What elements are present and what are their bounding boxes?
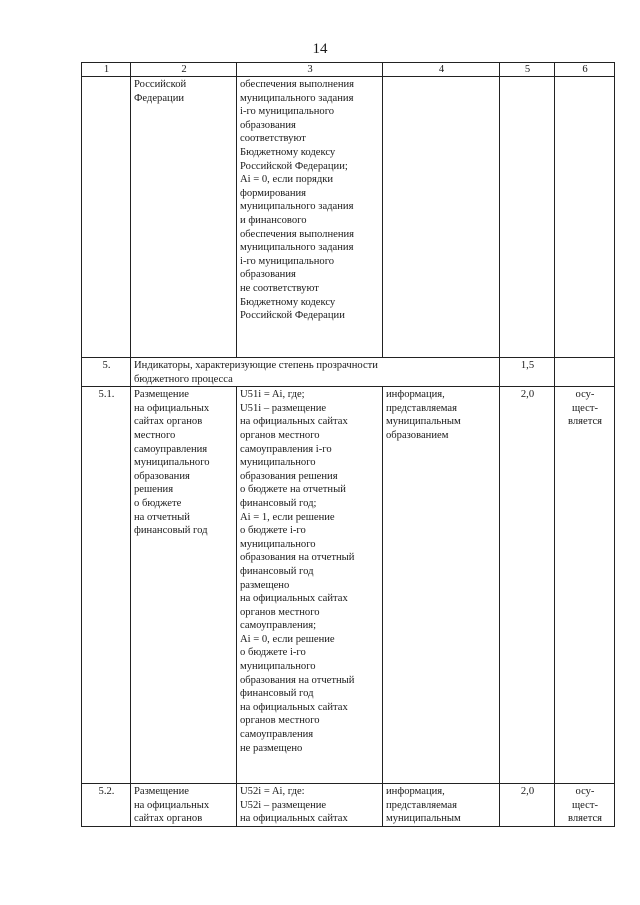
- cell-text-line: образования на отчетный: [240, 552, 355, 564]
- cell-text-line: обеспечения выполнения: [240, 79, 355, 90]
- cell-text-line: Российской Федерации;: [240, 160, 348, 172]
- cell-text-line: щест-: [572, 799, 598, 811]
- section-title-cell: [131, 358, 500, 387]
- source-cell: [383, 387, 500, 784]
- header-cell: 6: [555, 63, 615, 77]
- cell-text-line: о бюджете: [134, 497, 182, 509]
- header-cell: 2: [131, 63, 237, 77]
- cell-text-line: Размещение: [134, 389, 189, 401]
- table-row: [82, 358, 615, 387]
- weight-cell: 2,0: [500, 784, 555, 827]
- cell-text-line: Российской Федерации: [240, 310, 345, 322]
- cell-text-line: местного: [134, 429, 176, 441]
- cell-text-line: и финансового: [240, 214, 307, 226]
- cell-text-line: муниципального задания: [240, 92, 354, 104]
- header-cell: 4: [383, 63, 500, 77]
- indicator-name-cell: [131, 387, 237, 784]
- weight-cell: 1,5: [500, 358, 555, 387]
- cell-text-line: представляемая: [386, 799, 458, 811]
- cell-text-line: о бюджете i-го: [240, 647, 306, 659]
- cell-text-line: щест-: [572, 402, 598, 414]
- cell-text-line: муниципального: [240, 661, 316, 673]
- indicator-name-cell: [131, 77, 237, 358]
- cell-text-line: U51i = Ai, где;: [240, 389, 305, 401]
- cell-text-line: образования: [134, 470, 190, 482]
- cell-text-line: о бюджете i-го: [240, 525, 306, 537]
- cell-text-line: Бюджетному кодексу: [240, 296, 336, 308]
- cell-text-line: образования на отчетный: [240, 674, 355, 686]
- row-number-cell: 5.: [82, 358, 131, 387]
- cell-text-line: Российской: [134, 79, 187, 90]
- cell-text-line: вляется: [567, 813, 603, 825]
- cell-text-line: самоуправления;: [240, 620, 317, 632]
- cell-text-line: i-го муниципального: [240, 106, 335, 118]
- indicator-table: [81, 62, 615, 827]
- cell-text-line: на официальных сайтах: [240, 593, 348, 605]
- formula-cell: [237, 387, 383, 784]
- cell-text-line: о бюджете на отчетный: [240, 484, 346, 496]
- cell-text-line: формирования: [240, 187, 307, 199]
- formula-cell: [237, 77, 383, 358]
- cell-text-line: на официальных сайтах: [240, 813, 348, 825]
- cell-text-line: U51i – размещение: [240, 402, 327, 414]
- status-cell: [555, 784, 615, 827]
- cell-text-line: не соответствуют: [240, 282, 319, 294]
- cell-text-line: органов местного: [240, 429, 320, 441]
- cell-text-line: соответствуют: [240, 133, 306, 145]
- cell-text-line: вляется: [567, 416, 603, 428]
- cell-text-line: на отчетный: [134, 511, 190, 523]
- cell-text-line: i-го муниципального: [240, 255, 335, 267]
- cell-text-line: обеспечения выполнения: [240, 228, 355, 240]
- cell-text-line: Федерации: [134, 92, 185, 104]
- cell-text-line: финансовый год;: [240, 497, 317, 509]
- cell-text-line: на официальных сайтах: [240, 701, 348, 713]
- table-row: [82, 784, 615, 827]
- cell-text-line: Размещение: [134, 786, 189, 798]
- cell-text-line: осу-: [575, 389, 595, 401]
- status-cell: [555, 77, 615, 358]
- cell-text-line: самоуправления i-го: [240, 443, 332, 455]
- cell-text-line: муниципальным: [386, 416, 461, 428]
- cell-text-line: финансовый год: [240, 565, 314, 577]
- cell-text-line: Ai = 1, если решение: [240, 511, 335, 523]
- page-number: 14: [312, 41, 328, 57]
- cell-text-line: размещено: [240, 579, 290, 591]
- status-cell: [555, 387, 615, 784]
- table-row: [82, 77, 615, 358]
- cell-text-line: осу-: [575, 786, 595, 798]
- cell-text-line: образования: [240, 269, 296, 281]
- cell-text-line: U52i – размещение: [240, 799, 327, 811]
- formula-cell: [237, 784, 383, 827]
- header-cell: 1: [82, 63, 131, 77]
- cell-text-line: самоуправления: [134, 443, 208, 455]
- source-cell: [383, 784, 500, 827]
- cell-text-line: решения: [134, 484, 174, 496]
- row-number-cell: 5.1.: [82, 387, 131, 784]
- cell-text-line: на официальных сайтах: [240, 416, 348, 428]
- cell-text-line: Ai = 0, если решение: [240, 633, 335, 645]
- cell-text-line: Индикаторы, характеризующие степень прозрачности: [134, 360, 378, 371]
- status-cell: [555, 358, 615, 387]
- cell-text-line: финансовый год: [134, 525, 208, 537]
- cell-text-line: органов местного: [240, 715, 320, 727]
- cell-text-line: U52i = Ai, где:: [240, 786, 305, 798]
- cell-text-line: представляемая: [386, 402, 458, 414]
- cell-text-line: образования: [240, 119, 296, 131]
- cell-text-line: не размещено: [240, 742, 303, 754]
- cell-text-line: муниципального задания: [240, 242, 354, 254]
- weight-cell: [500, 77, 555, 358]
- cell-text-line: муниципального: [240, 457, 316, 469]
- cell-text-line: органов местного: [240, 606, 320, 618]
- table-header-row: [82, 63, 615, 77]
- header-cell: 5: [500, 63, 555, 77]
- header-cell: 3: [237, 63, 383, 77]
- cell-text-line: образованием: [386, 429, 449, 441]
- cell-text-line: муниципального задания: [240, 201, 354, 213]
- row-number-cell: 5.2.: [82, 784, 131, 827]
- table-row: [82, 387, 615, 784]
- cell-text-line: сайтах органов: [134, 813, 203, 825]
- cell-text-line: Бюджетному кодексу: [240, 146, 336, 158]
- weight-cell: 2,0: [500, 387, 555, 784]
- cell-text-line: самоуправления: [240, 729, 314, 741]
- cell-text-line: Ai = 0, если порядки: [240, 174, 334, 186]
- cell-text-line: муниципальным: [386, 813, 461, 825]
- cell-text-line: финансовый год: [240, 688, 314, 700]
- cell-text-line: сайтах органов: [134, 416, 203, 428]
- cell-text-line: на официальных: [134, 799, 210, 811]
- row-number-cell: [82, 77, 131, 358]
- cell-text-line: на официальных: [134, 402, 210, 414]
- cell-text-line: информация,: [386, 786, 445, 798]
- cell-text-line: образования решения: [240, 470, 338, 482]
- cell-text-line: муниципального: [134, 457, 210, 469]
- cell-text-line: муниципального: [240, 538, 316, 550]
- source-cell: [383, 77, 500, 358]
- cell-text-line: бюджетного процесса: [134, 373, 233, 385]
- cell-text-line: информация,: [386, 389, 445, 401]
- indicator-name-cell: [131, 784, 237, 827]
